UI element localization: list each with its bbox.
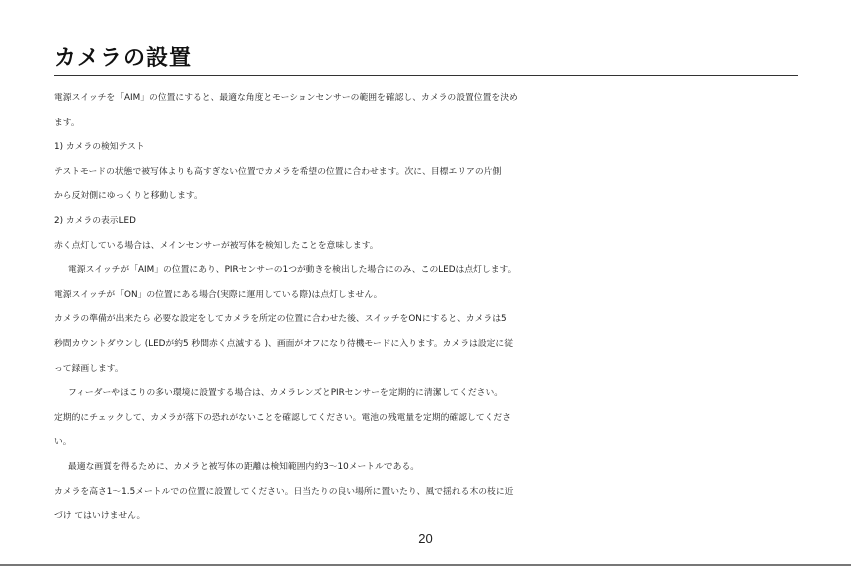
text-line: テストモードの状態で被写体よりも高すぎない位置でカメラを希望の位置に合わせます。次に、目標エリアの片側 bbox=[54, 166, 502, 177]
text-line: 電源スイッチを「AIM」の位置にすると、最適な角度とモーションセンサーの範囲を確認し、カメラの設置位置を決め bbox=[54, 93, 518, 103]
page-title: カメラの設置 bbox=[54, 46, 193, 71]
text-line: 赤く点灯している場合は、メインセンサーが被写体を検知したことを意味します。 bbox=[54, 240, 379, 251]
section-heading: 1) カメラの検知テスト bbox=[54, 142, 145, 153]
title-divider bbox=[54, 75, 798, 76]
text-line: 電源スイッチが「ON」の位置にある場合(実際に運用している際)は点灯しません。 bbox=[54, 289, 383, 300]
text-line: 定期的にチェックして、カメラが落下の恐れがないことを確認してください。電池の残電量を定期的確認してくださ bbox=[54, 412, 512, 423]
page-number: 20 bbox=[418, 531, 433, 546]
bottom-divider bbox=[0, 564, 851, 566]
section-heading: 2) カメラの表示LED bbox=[54, 215, 136, 226]
text-line: から反対側にゆっくりと移動します。 bbox=[54, 191, 203, 202]
text-line: カメラを高さ1〜1.5メートルでの位置に設置してください。日当たりの良い場所に置いたり、風で揺れる木の枝に近 bbox=[54, 486, 514, 497]
text-line: い。 bbox=[54, 437, 72, 448]
text-line: って録画します。 bbox=[54, 363, 124, 374]
text-line: 最適な画質を得るために、カメラと被写体の距離は検知範囲内約3〜10メートルである。 bbox=[68, 461, 420, 472]
text-line: 電源スイッチが「AIM」の位置にあり、PIRセンサーの1つが動きを検出した場合にのみ、このLEDは点灯します。 bbox=[68, 265, 517, 276]
text-line: 秒間カウントダウンし (LEDが約5 秒間赤く点滅する )、画面がオフになり待機モードに入ります。カメラは設定に従 bbox=[54, 338, 514, 349]
body-text bbox=[54, 86, 804, 529]
text-line: カメラの準備が出来たら 必要な設定をしてカメラを所定の位置に合わせた後、スイッチをONにすると、カメラは5 bbox=[54, 314, 507, 325]
text-line: ます。 bbox=[54, 117, 80, 128]
text-line: づけ てはいけません。 bbox=[54, 511, 146, 522]
text-line: フィーダーやほこりの多い環境に設置する場合は、カメラレンズとPIRセンサーを定期的に清潔してください。 bbox=[68, 388, 504, 399]
